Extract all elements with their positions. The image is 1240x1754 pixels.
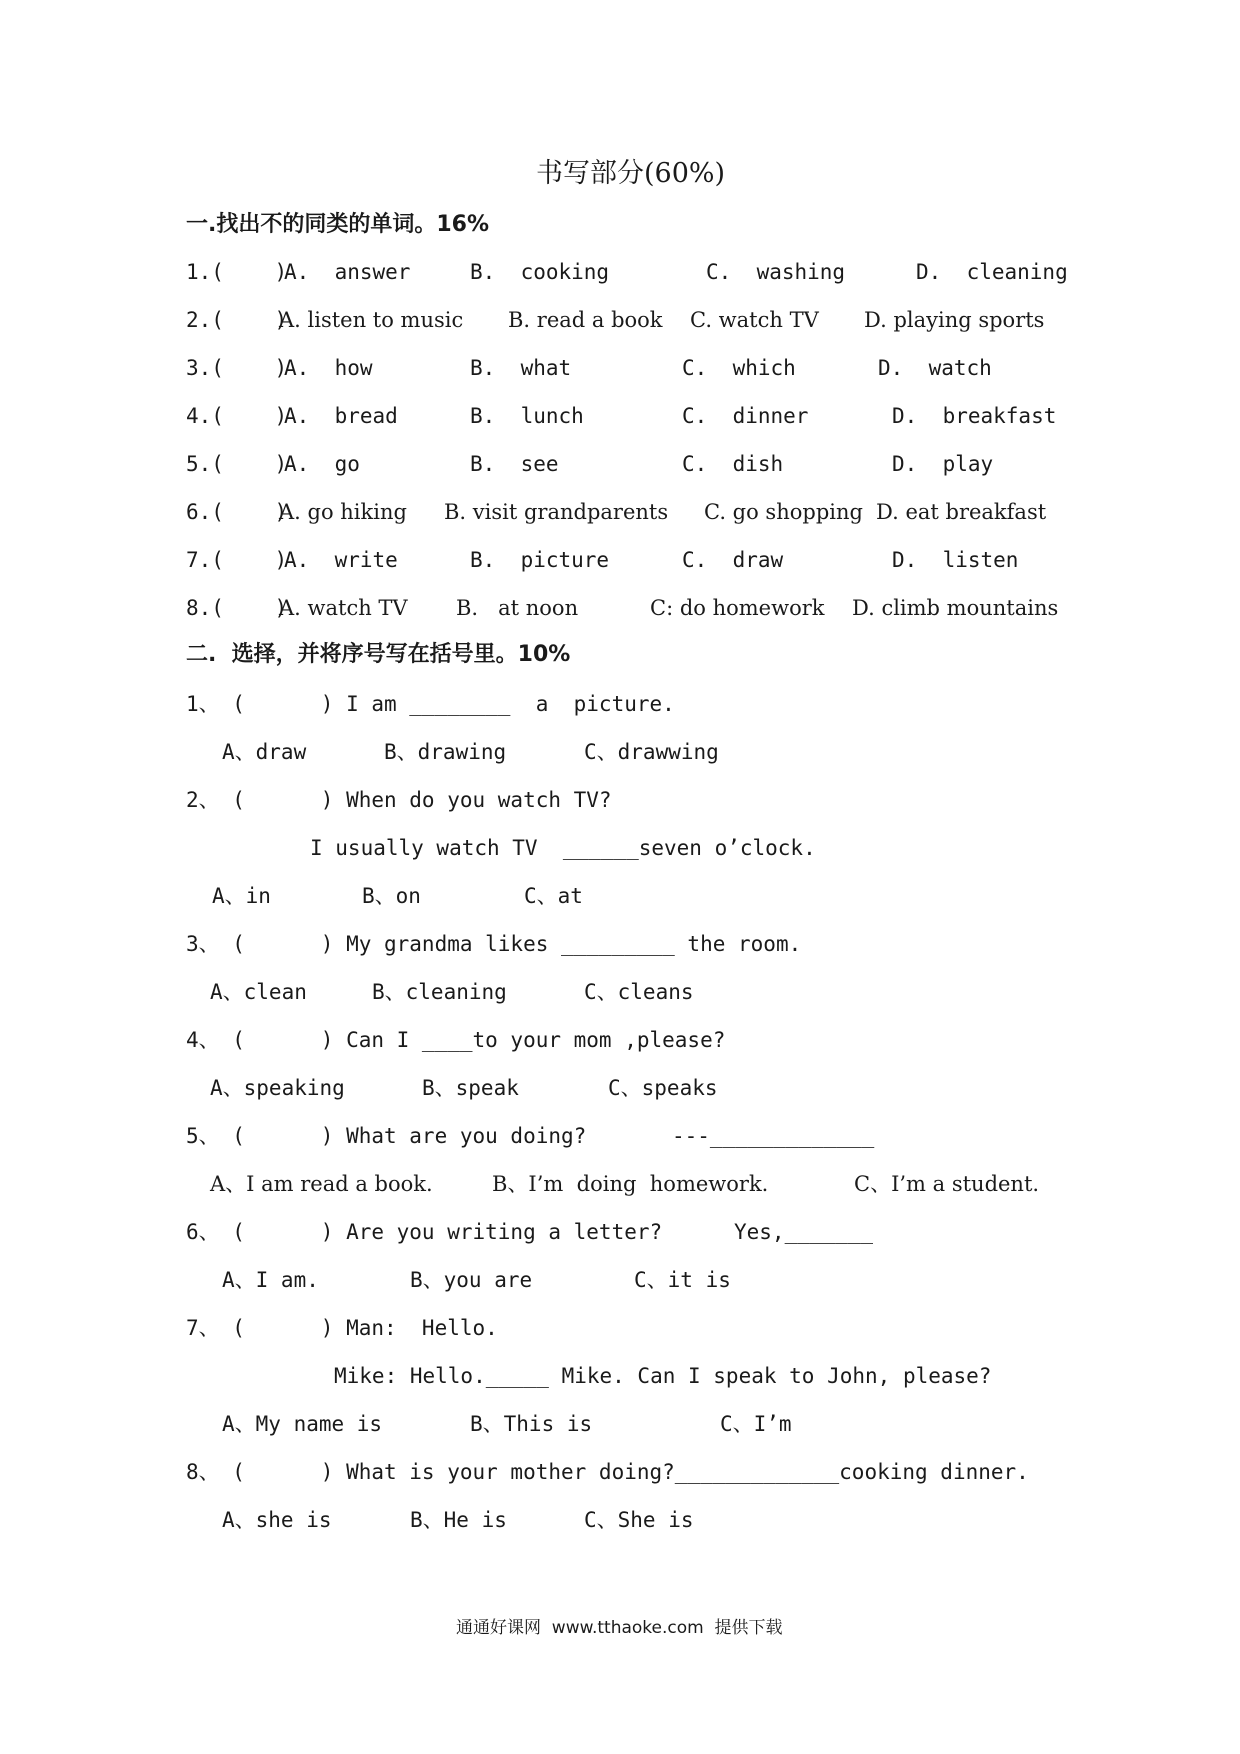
- question-stem: 6、 ( ) Are you writing a letter?: [186, 1220, 663, 1244]
- option-c: C、She is: [584, 1508, 694, 1532]
- option-b: B. picture: [470, 548, 610, 572]
- option-c: C. dish: [682, 452, 784, 476]
- option-b: B、drawing: [384, 740, 507, 764]
- option-c: C、I’m: [720, 1412, 792, 1436]
- question-stem: 1、 ( ) I am ________ a picture.: [186, 692, 675, 716]
- option-a: A. watch TV: [279, 596, 408, 620]
- option-b: B、I’m doing homework.: [492, 1172, 769, 1196]
- option-d: D. playing sports: [864, 308, 1045, 332]
- option-b: B、speak: [422, 1076, 519, 1100]
- option-a: A、in: [212, 884, 271, 908]
- option-b: B. cooking: [470, 260, 610, 284]
- option-a: A、clean: [210, 980, 307, 1004]
- question-line-2: I usually watch TV ______seven o’clock.: [310, 836, 816, 860]
- option-a: A、I am.: [222, 1268, 319, 1292]
- option-c: C、speaks: [608, 1076, 718, 1100]
- option-c: C、it is: [634, 1268, 731, 1292]
- page-title: 书写部分(60%): [536, 158, 726, 189]
- option-c: C. dinner: [682, 404, 809, 428]
- section2-heading: 二. 选择，并将序号写在括号里。10%: [186, 642, 571, 667]
- option-d: D. climb mountains: [852, 596, 1059, 620]
- option-b: B. see: [470, 452, 559, 476]
- question-number: 6.( ): [186, 500, 288, 524]
- option-c: C: do homework: [650, 596, 825, 620]
- option-a: A、My name is: [222, 1412, 383, 1436]
- option-d: D. listen: [892, 548, 1019, 572]
- option-a: A. go: [284, 452, 360, 476]
- option-b: B. lunch: [470, 404, 584, 428]
- question-number: 8.( ): [186, 596, 288, 620]
- option-d: D. eat breakfast: [876, 500, 1047, 524]
- option-a: A、I am read a book.: [210, 1172, 433, 1196]
- option-a: A、speaking: [210, 1076, 345, 1100]
- option-a: A、she is: [222, 1508, 332, 1532]
- option-c: C. which: [682, 356, 796, 380]
- answer-blank: Yes,_______: [734, 1220, 874, 1244]
- option-b: B、you are: [410, 1268, 533, 1292]
- question-number: 3.( ): [186, 356, 288, 380]
- option-b: B、This is: [470, 1412, 593, 1436]
- option-c: C. go shopping: [704, 500, 863, 524]
- option-a: A. answer: [284, 260, 411, 284]
- section1-heading: 一.找出不的同类的单词。16%: [186, 212, 490, 237]
- question-number: 7.( ): [186, 548, 288, 572]
- option-b: B. visit grandparents: [444, 500, 669, 524]
- question-stem: 2、 ( ) When do you watch TV?: [186, 788, 612, 812]
- question-line-2: Mike: Hello._____ Mike. Can I speak to John, please?: [334, 1364, 992, 1388]
- option-a: A、draw: [222, 740, 307, 764]
- question-stem: 4、 ( ) Can I ____to your mom ,please?: [186, 1028, 726, 1052]
- question-stem: 5、 ( ) What are you doing?: [186, 1124, 587, 1148]
- option-a: A. go hiking: [279, 500, 407, 524]
- option-b: B. what: [470, 356, 572, 380]
- option-b: B、He is: [410, 1508, 507, 1532]
- footer-source: 通通好课网 www.tthaoke.com 提供下载: [456, 1618, 783, 1638]
- question-number: 4.( ): [186, 404, 288, 428]
- question-number: 5.( ): [186, 452, 288, 476]
- option-a: A. listen to music: [279, 308, 464, 332]
- option-c: C、drawwing: [584, 740, 719, 764]
- option-c: C、at: [524, 884, 583, 908]
- question-stem: 3、 ( ) My grandma likes _________ the room.: [186, 932, 802, 956]
- question-stem: 7、 ( ) Man: Hello.: [186, 1316, 498, 1340]
- option-c: C、cleans: [584, 980, 694, 1004]
- option-c: C、I’m a student.: [854, 1172, 1040, 1196]
- option-a: A. bread: [284, 404, 398, 428]
- question-stem: 8、 ( ) What is your mother doing?_____________cooking dinner.: [186, 1460, 1029, 1484]
- answer-blank: ---_____________: [672, 1124, 875, 1148]
- question-number: 1.( ): [186, 260, 288, 284]
- option-c: C. watch TV: [690, 308, 819, 332]
- option-d: D. play: [892, 452, 994, 476]
- option-c: C. washing: [706, 260, 846, 284]
- option-b: B、cleaning: [372, 980, 507, 1004]
- question-number: 2.( ): [186, 308, 288, 332]
- option-c: C. draw: [682, 548, 784, 572]
- option-b: B、on: [362, 884, 421, 908]
- option-d: D. breakfast: [892, 404, 1057, 428]
- option-b: B. at noon: [456, 596, 579, 620]
- option-d: D. cleaning: [916, 260, 1068, 284]
- option-b: B. read a book: [508, 308, 663, 332]
- option-a: A. write: [284, 548, 398, 572]
- option-d: D. watch: [878, 356, 992, 380]
- option-a: A. how: [284, 356, 373, 380]
